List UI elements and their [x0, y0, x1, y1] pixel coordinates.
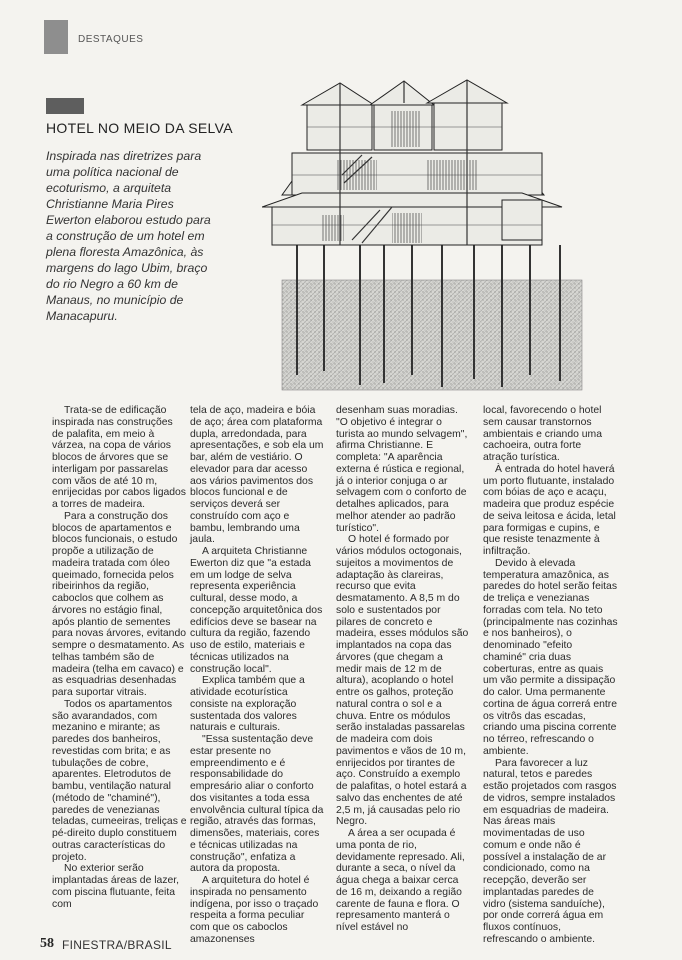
paragraph: A arquitetura do hotel é inspirada no pensamento indígena, por isso o traçado respeita a forma peculiar com que os caboclos amazonenses: [190, 875, 319, 945]
section-label: DESTAQUES: [78, 34, 144, 45]
paragraph: desenham suas moradias. "O objetivo é integrar o turista ao mundo selvagem", afirma Christianne. E completa: "A aparência externa é rústica e regional, já o interior conjuga o ar selvagem com o conforto de detalhes aplicados, para melhor atender ao padrão turístico".: [336, 405, 468, 534]
page-number: 58: [40, 936, 54, 951]
paragraph: Para favorecer a luz natural, tetos e paredes estão projetados com rasgos de vidros, sempre instalados em esquadrias de madeira. Nas áreas mais movimentadas de uso comum e onde não é possível a instalação de ar condicionado, como na recepção, deverão ser implantadas paredes de vidro (sistema sanduíche), por onde correrá água em fluxos contínuos, refrescando o ambiente.: [483, 757, 617, 945]
headline: HOTEL NO MEIO DA SELVA: [46, 120, 233, 136]
headline-marker: [46, 98, 84, 114]
section-marker: [44, 20, 68, 54]
paragraph: "Essa sustentação deve estar presente no empreendimento e é responsabilidade do empresário aliar o conforto dos visitantes a toda essa envolvência cultural típica da região, através das formas, dimensões, materiais, cores e técnicas utilizadas na construção", enfatiza a autora da proposta.: [190, 734, 324, 875]
magazine-name: FINESTRA/BRASIL: [62, 938, 172, 952]
paragraph: Devido à elevada temperatura amazônica, as paredes do hotel serão feitas de treliça e venezianas forradas com tela. No teto (principalmente nas cozinhas e nos banheiros), o denominado "efeito chaminé" cria duas coberturas, entre as quais um vão permite a dissipação do calor. Uma permanente cortina de água correrá entre os vitrôs das escadas, criando uma piscina corrente no térreo, refrescando o ambiente.: [483, 557, 618, 757]
lead-paragraph: Inspirada nas diretrizes para uma política nacional de ecoturismo, a arquiteta Christianne Maria Pires Ewerton elaborou estudo para a construção de um hotel em plena floresta Amazônica, às margens do lago Ubim, braço do rio Negro a 60 km de Manaus, no município de Manacapuru.: [46, 149, 211, 323]
paragraph: Explica também que a atividade ecoturística consiste na exploração sustentada dos valores naturais e culturais.: [190, 675, 305, 734]
hotel-elevation-drawing: [262, 75, 660, 395]
paragraph: A área a ser ocupada é uma ponta de rio, devidamente represado. Ali, durante a seca, o nível da água chega a baixar cerca de 16 m, deixando a região carente de fauna e flora. O represamento manterá o nível estável no: [336, 828, 465, 933]
text-column-1: [52, 405, 187, 910]
paragraph: No exterior serão implantadas áreas de lazer, com piscina flutuante, feita com: [52, 863, 180, 910]
paragraph: A arquiteta Christianne Ewerton diz que "a estada em um lodge de selva representa experiência cultural, desse modo, a concepção arquitetônica dos edifícios deve se basear na cultura da região, fazendo uso de estilo, materiais e técnicas utilizados na construção local".: [190, 546, 323, 675]
paragraph: À entrada do hotel haverá um porto flutuante, instalado com bóias de aço e acaçu, madeira que produz espécie de seiva leitosa e ácida, letal para formigas e cupins, e que resiste tenazmente à infiltração.: [483, 463, 616, 557]
text-column-2: [190, 405, 325, 946]
paragraph: tela de aço, madeira e bóia de aço; área com plataforma dupla, arredondada, para apresentações, e sob ela um bar, além de vestiário. O elevador para dar acesso aos vários pavimentos dos blocos funcional e de serviços deverá ser construído com aço e bambu, lembrando uma jaula.: [190, 405, 324, 546]
paragraph: Para a construção dos blocos de apartamentos e blocos funcionais, o estudo propõe a utilização de madeira tratada com óleo queimado, fornecida pelos ribeirinhos da região, caboclos que colhem as árvores no estágio final, após plantio de sementes para novas árvores, evitando sempre o desmatamento. As telhas também são de madeira (telha em cavaco) e as esquadrias desenhadas para suportar vitrais.: [52, 510, 187, 698]
paragraph: local, favorecendo o hotel sem causar transtornos ambientais e criando uma cachoeira, outra forte atração turística.: [483, 405, 602, 463]
paragraph: Trata-se de edificação inspirada nas construções de palafita, em meio à várzea, na copa de vários blocos de árvores que se interligam por passarelas com vãos de até 10 m, enrijecidas por cabos ligados a torres de madeira.: [52, 405, 187, 510]
text-column-4: [483, 405, 618, 946]
paragraph: Todos os apartamentos são avarandados, com mezanino e mirante; as paredes dos banheiros, revestidas com brita; e as tubulações de cobre, aparentes. Eletrodutos de bambu, ventilação natural (método de "chaminé"), paredes de venezianas teladas, cumeeiras, treliças e pé-direito duplo constituem outras características do projeto.: [52, 698, 187, 863]
paragraph: O hotel é formado por vários módulos octogonais, sujeitos a movimentos de adaptação às clareiras, recurso que evita desmatamento. A 8,5 m do solo e sustentados por pilares de concreto e madeira, esses módulos são implantados na copa das árvores (que chegam a medir mais de 12 m de altura), acoplando o hotel entre os galhos, proteção natural contra o sol e a chuva. Entre os módulos serão instaladas passarelas de madeira com dois pavimentos e vãos de 10 m, enrijecidos por tirantes de aço. Construído a exemplo de palafitas, o hotel estará a salvo das enchentes de até 2,5 m, já causadas pelo rio Negro.: [336, 534, 469, 828]
text-column-3: [336, 405, 471, 934]
